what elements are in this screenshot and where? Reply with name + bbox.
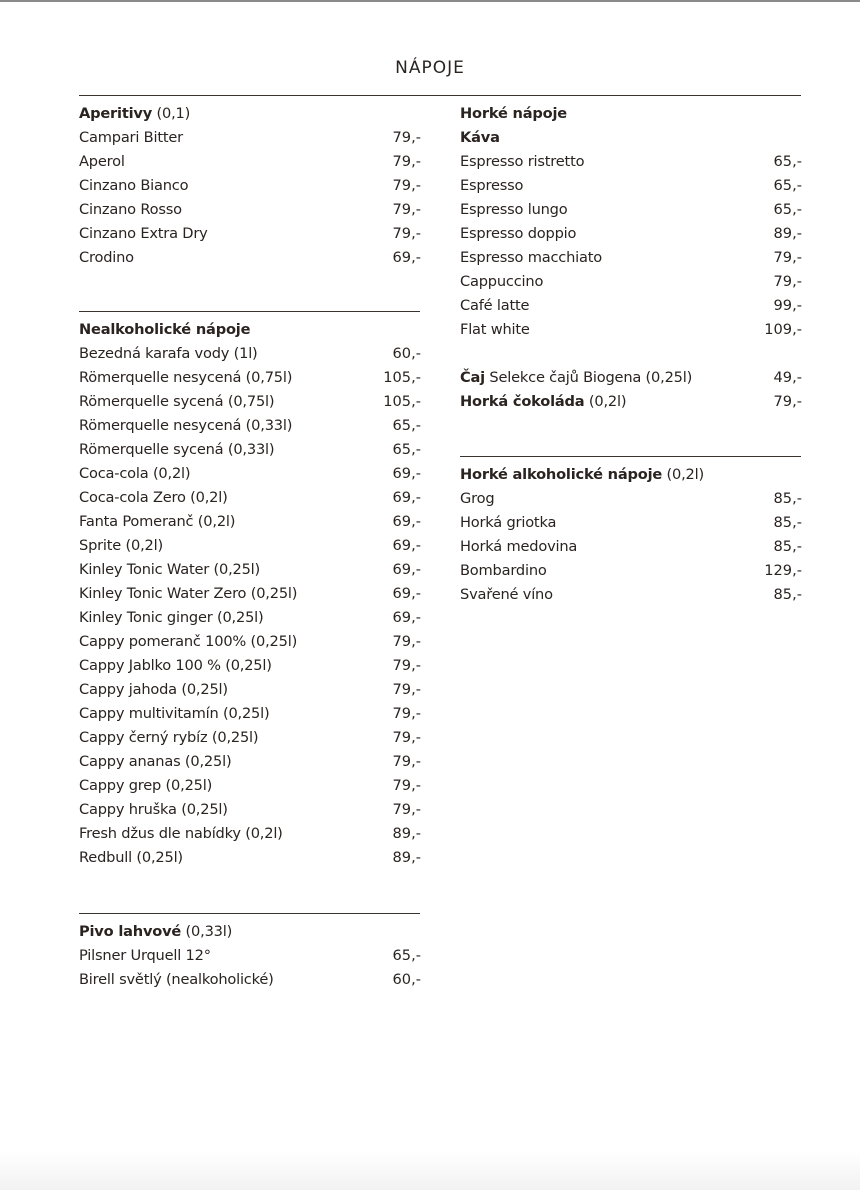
item-name: Horká medovina [460, 538, 578, 555]
menu-item [460, 174, 802, 198]
item-name: Espresso lungo [460, 201, 568, 218]
item-price: 79,- [392, 633, 421, 650]
section-horke-alkoholicke [460, 463, 802, 607]
menu-item [79, 702, 421, 726]
section-heading [79, 102, 421, 126]
item-price: 65,- [773, 201, 802, 218]
menu-item [460, 294, 802, 318]
menu-item [79, 222, 421, 246]
menu-item [79, 750, 421, 774]
item-price: 65,- [392, 947, 421, 964]
heading-bold: Pivo lahvové [79, 923, 182, 940]
item-price: 79,- [773, 393, 802, 410]
menu-item [79, 126, 421, 150]
section-horke-napoje [460, 102, 802, 414]
item-price: 79,- [392, 177, 421, 194]
item-price: 79,- [392, 681, 421, 698]
item-name: (0,2l) [584, 393, 627, 410]
menu-item [79, 438, 421, 462]
item-price: 65,- [392, 441, 421, 458]
page-title: NÁPOJE [395, 58, 465, 78]
menu-item [79, 846, 421, 870]
section-divider [79, 311, 420, 312]
item-price: 79,- [392, 753, 421, 770]
item-price: 89,- [392, 849, 421, 866]
section-heading [460, 463, 802, 487]
menu-item-caj [460, 366, 802, 390]
item-price: 79,- [392, 657, 421, 674]
item-price: 129,- [764, 562, 802, 579]
menu-item [460, 318, 802, 342]
item-price: 60,- [392, 345, 421, 362]
item-name: Coca-cola (0,2l) [79, 465, 191, 482]
menu-item [79, 510, 421, 534]
section-aperitivy [79, 102, 421, 270]
item-name: Cappy grep (0,25l) [79, 777, 213, 794]
menu-item [79, 654, 421, 678]
menu-item [79, 944, 421, 968]
item-price: 79,- [392, 201, 421, 218]
item-price: 85,- [773, 490, 802, 507]
item-name: Cappuccino [460, 273, 544, 290]
heading-bold: Horké alkoholické nápoje [460, 466, 663, 483]
item-price: 69,- [392, 489, 421, 506]
item-name: Espresso macchiato [460, 249, 603, 266]
item-name: Campari Bitter [79, 129, 183, 146]
item-price: 79,- [773, 249, 802, 266]
item-price: 69,- [392, 465, 421, 482]
menu-item [79, 798, 421, 822]
menu-item [79, 390, 421, 414]
subheading-bold: Káva [460, 129, 500, 146]
menu-item [460, 535, 802, 559]
item-name: Römerquelle sycená (0,75l) [79, 393, 275, 410]
menu-item [79, 342, 421, 366]
item-name: Sprite (0,2l) [79, 537, 163, 554]
item-price: 79,- [773, 273, 802, 290]
item-name: Cinzano Bianco [79, 177, 189, 194]
item-name: Cappy multivitamín (0,25l) [79, 705, 270, 722]
heading-note: (0,1) [152, 105, 191, 122]
item-price: 79,- [392, 705, 421, 722]
item-price: 85,- [773, 538, 802, 555]
heading-bold: Horké nápoje [460, 105, 567, 122]
item-price: 79,- [392, 801, 421, 818]
item-name: Cinzano Extra Dry [79, 225, 208, 242]
item-price: 105,- [383, 369, 421, 386]
menu-item [79, 174, 421, 198]
menu-item [79, 198, 421, 222]
item-name: Cappy ananas (0,25l) [79, 753, 232, 770]
menu-item [79, 678, 421, 702]
item-name: Kinley Tonic Water (0,25l) [79, 561, 261, 578]
top-border [0, 0, 860, 2]
menu-item [79, 462, 421, 486]
item-price: 69,- [392, 585, 421, 602]
item-price: 79,- [392, 777, 421, 794]
item-price: 65,- [773, 153, 802, 170]
section-heading [79, 318, 421, 342]
item-price: 105,- [383, 393, 421, 410]
item-name: Cappy hruška (0,25l) [79, 801, 228, 818]
section-heading [460, 102, 802, 126]
item-price: 69,- [392, 561, 421, 578]
menu-item [79, 822, 421, 846]
item-price: 60,- [392, 971, 421, 988]
menu-item [460, 583, 802, 607]
item-price: 49,- [773, 369, 802, 386]
item-name: Pilsner Urquell 12° [79, 947, 211, 964]
menu-item [460, 270, 802, 294]
menu-item-cokolada [460, 390, 802, 414]
item-name: Kinley Tonic ginger (0,25l) [79, 609, 264, 626]
menu-item [79, 150, 421, 174]
menu-item [79, 968, 421, 992]
menu-item [79, 630, 421, 654]
menu-item [79, 534, 421, 558]
section-heading [79, 920, 421, 944]
menu-item [79, 582, 421, 606]
menu-item [79, 486, 421, 510]
item-price: 109,- [764, 321, 802, 338]
item-name: Bombardino [460, 562, 547, 579]
item-name: Aperol [79, 153, 125, 170]
item-name: Grog [460, 490, 495, 507]
item-name: Cappy černý rybíz (0,25l) [79, 729, 259, 746]
menu-item [79, 246, 421, 270]
subsection-heading-kava [460, 126, 802, 150]
item-name: Römerquelle sycená (0,33l) [79, 441, 275, 458]
item-price: 69,- [392, 513, 421, 530]
item-name: Café latte [460, 297, 530, 314]
item-name: Svařené víno [460, 586, 553, 603]
section-pivo [79, 920, 421, 992]
item-name: Cappy jahoda (0,25l) [79, 681, 228, 698]
item-price: 69,- [392, 249, 421, 266]
menu-item [79, 366, 421, 390]
item-name: Bezedná karafa vody (1l) [79, 345, 258, 362]
spacer [460, 342, 802, 366]
item-name: Cappy pomeranč 100% (0,25l) [79, 633, 298, 650]
item-price: 85,- [773, 586, 802, 603]
item-price: 79,- [392, 153, 421, 170]
item-price: 65,- [773, 177, 802, 194]
item-name: Coca-cola Zero (0,2l) [79, 489, 228, 506]
item-name: Römerquelle nesycená (0,75l) [79, 369, 293, 386]
menu-item [79, 558, 421, 582]
item-name: Fresh džus dle nabídky (0,2l) [79, 825, 283, 842]
item-name: Espresso doppio [460, 225, 577, 242]
item-price: 79,- [392, 225, 421, 242]
item-price: 85,- [773, 514, 802, 531]
item-price: 79,- [392, 129, 421, 146]
menu-item [460, 222, 802, 246]
item-price: 89,- [773, 225, 802, 242]
menu-item [460, 150, 802, 174]
menu-item [460, 511, 802, 535]
item-price: 65,- [392, 417, 421, 434]
item-name: Fanta Pomeranč (0,2l) [79, 513, 236, 530]
item-name: Römerquelle nesycená (0,33l) [79, 417, 293, 434]
menu-item [79, 606, 421, 630]
section-divider [460, 456, 801, 457]
item-bold: Čaj [460, 369, 485, 386]
section-divider [79, 913, 420, 914]
item-name: Espresso ristretto [460, 153, 585, 170]
heading-bold: Aperitivy [79, 105, 153, 122]
menu-item [460, 487, 802, 511]
item-name: Horká griotka [460, 514, 557, 531]
menu-item [460, 198, 802, 222]
item-name: Espresso [460, 177, 524, 194]
item-name: Cinzano Rosso [79, 201, 182, 218]
heading-note: (0,2l) [662, 466, 704, 483]
menu-item [79, 414, 421, 438]
menu-item [460, 246, 802, 270]
section-nealkoholicke [79, 318, 421, 870]
menu-item [79, 726, 421, 750]
item-price: 79,- [392, 729, 421, 746]
heading-note: (0,33l) [181, 923, 233, 940]
item-price: 99,- [773, 297, 802, 314]
menu-item [460, 559, 802, 583]
menu-item [79, 774, 421, 798]
item-name: Birell světlý (nealkoholické) [79, 971, 274, 988]
heading-bold: Nealkoholické nápoje [79, 321, 251, 338]
item-name: Flat white [460, 321, 530, 338]
item-price: 69,- [392, 537, 421, 554]
item-price: 69,- [392, 609, 421, 626]
title-divider [79, 95, 801, 96]
item-name: Redbull (0,25l) [79, 849, 183, 866]
item-name: Selekce čajů Biogena (0,25l) [484, 369, 693, 386]
item-name: Crodino [79, 249, 134, 266]
item-price: 89,- [392, 825, 421, 842]
item-name: Cappy Jablko 100 % (0,25l) [79, 657, 272, 674]
item-name: Kinley Tonic Water Zero (0,25l) [79, 585, 298, 602]
item-bold: Horká čokoláda [460, 393, 585, 410]
